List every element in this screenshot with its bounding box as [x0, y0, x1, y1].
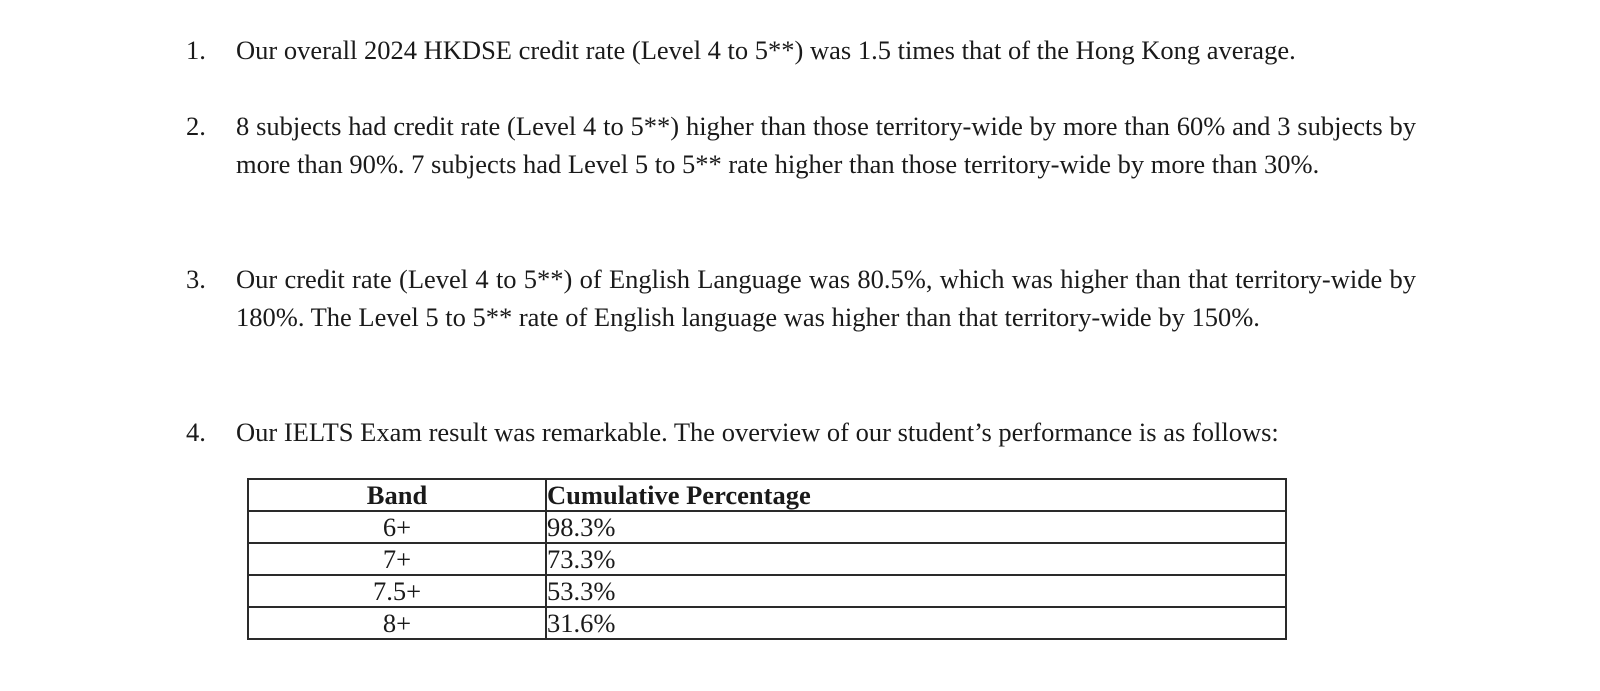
list-item-text: Our IELTS Exam result was remarkable. The overview of our student’s performance is as follows: — [236, 417, 1279, 447]
percentage-cell: 53.3% — [546, 575, 1286, 607]
table-row — [248, 575, 1286, 607]
band-cell: 6+ — [248, 511, 546, 543]
list-item-text: Our overall 2024 HKDSE credit rate (Level 4 to 5**) was 1.5 times that of the Hong Kong average. — [236, 35, 1296, 65]
percentage-cell: 73.3% — [546, 543, 1286, 575]
list-number: 3. — [186, 264, 206, 294]
list-item — [186, 31, 1416, 69]
table-row — [248, 607, 1286, 639]
list-item-text: 8 subjects had credit rate (Level 4 to 5**) higher than those territory-wide by more than 60% and 3 subjects by more than 90%. 7 subjects had Level 5 to 5** rate higher than those territory-wide by more than 30%. — [236, 111, 1416, 179]
ielts-results-table — [247, 478, 1287, 640]
cumulative-percentage-column-header: Cumulative Percentage — [546, 479, 1286, 511]
table-header-row — [248, 479, 1286, 511]
list-item — [186, 413, 1416, 451]
percentage-cell: 31.6% — [546, 607, 1286, 639]
table-row — [248, 543, 1286, 575]
list-number: 2. — [186, 111, 206, 141]
band-cell: 8+ — [248, 607, 546, 639]
percentage-cell: 98.3% — [546, 511, 1286, 543]
band-cell: 7.5+ — [248, 575, 546, 607]
list-number: 1. — [186, 35, 206, 65]
table-row — [248, 511, 1286, 543]
list-item — [186, 107, 1416, 183]
band-column-header: Band — [248, 479, 546, 511]
list-item-text: Our credit rate (Level 4 to 5**) of English Language was 80.5%, which was higher than that territory-wide by 180%. The Level 5 to 5** rate of English language was higher than that territory-wide by 150%. — [236, 264, 1416, 332]
band-cell: 7+ — [248, 543, 546, 575]
list-item — [186, 260, 1416, 336]
list-number: 4. — [186, 417, 206, 447]
